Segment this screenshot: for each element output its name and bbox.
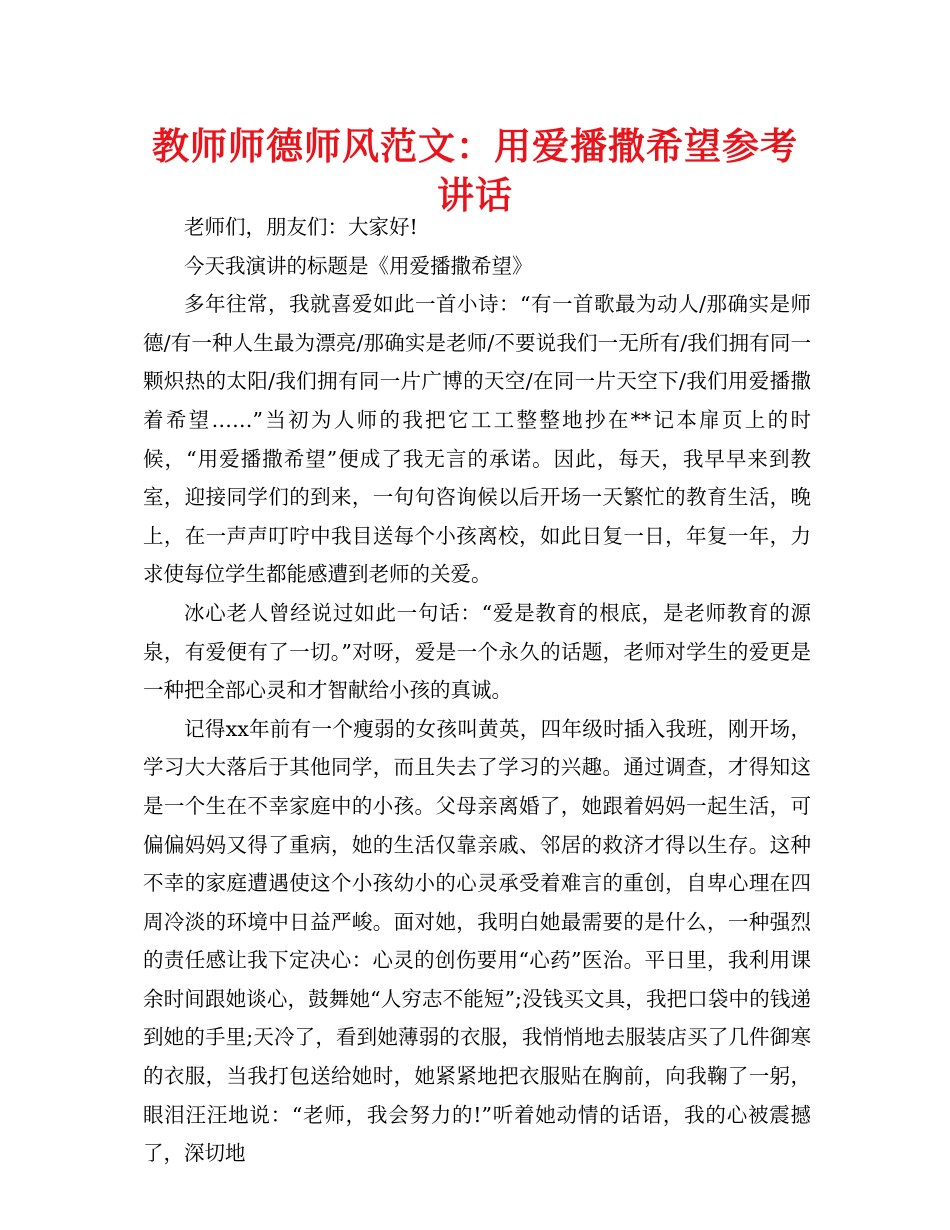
paragraph-topic: 今天我演讲的标题是《用爱播撒希望》 bbox=[184, 253, 533, 278]
document-body bbox=[143, 208, 811, 1173]
paragraph-greeting: 老师们，朋友们：大家好! bbox=[184, 215, 418, 239]
paragraph-story: 记得xx年前有一个瘦弱的女孩叫黄英，四年级时插入我班，刚开场，学习大大落后于其他同学，而且失去了学习的兴趣。通过调查，才得知这是一个生在不幸家庭中的小孩。父母亲离婚了，她跟着妈妈一起生活，可偏偏妈妈又得了重病，她的生活仅靠亲戚、邻居的救济才得以生存。这种不幸的家庭遭遇使这个小孩幼小的心灵承受着难言的重创，自卑心理在四周冷淡的环境中日益严峻。面对她，我明白她最需要的是什么，一种强烈的责任感让我下定决心：心灵的创伤要用“心药”医治。平日里，我利用课余时间跟她谈心，鼓舞她“人穷志不能短”;没钱买文具，我把口袋中的钱递到她的手里;天冷了，看到她薄弱的衣服，我悄悄地去服装店买了几件御寒的衣服，当我打包送给她时，她紧紧地把衣服贴在胸前，向我鞠了一躬，眼泪汪汪地说：“老师，我会努力的!”听着她动情的话语，我的心被震撼了，深切地 bbox=[143, 716, 811, 1166]
paragraph-bingxin-quote: 冰心老人曾经说过如此一句话：“爱是教育的根底，是老师教育的源泉，有爱便有了一切。”对呀，爱是一个永久的话题，老师对学生的爱更是一种把全部心灵和才智献给小孩的真诚。 bbox=[143, 600, 811, 703]
document-title: 教师师德师风范文：用爱播撒希望参考讲话 bbox=[152, 125, 798, 217]
paragraph-poem: 多年往常，我就喜爱如此一首小诗：“有一首歌最为动人/那确实是师德/有一种人生最为漂亮/那确实是老师/不要说我们一无所有/我们拥有同一颗炽热的太阳/我们拥有同一片广博的天空/在同一片天空下/我们用爱播撒着希望……”当初为人师的我把它工工整整地抄在**记本扉页上的时候，“用爱播撒希望”便成了我无言的承诺。因此，每天，我早早来到教室，迎接同学们的到来，一句句咨询候以后开场一天繁忙的教育生活，晚上，在一声声叮咛中我目送每个小孩离校，如此日复一日，年复一年，力求使每位学生都能感遭到老师的关爱。 bbox=[143, 292, 811, 587]
